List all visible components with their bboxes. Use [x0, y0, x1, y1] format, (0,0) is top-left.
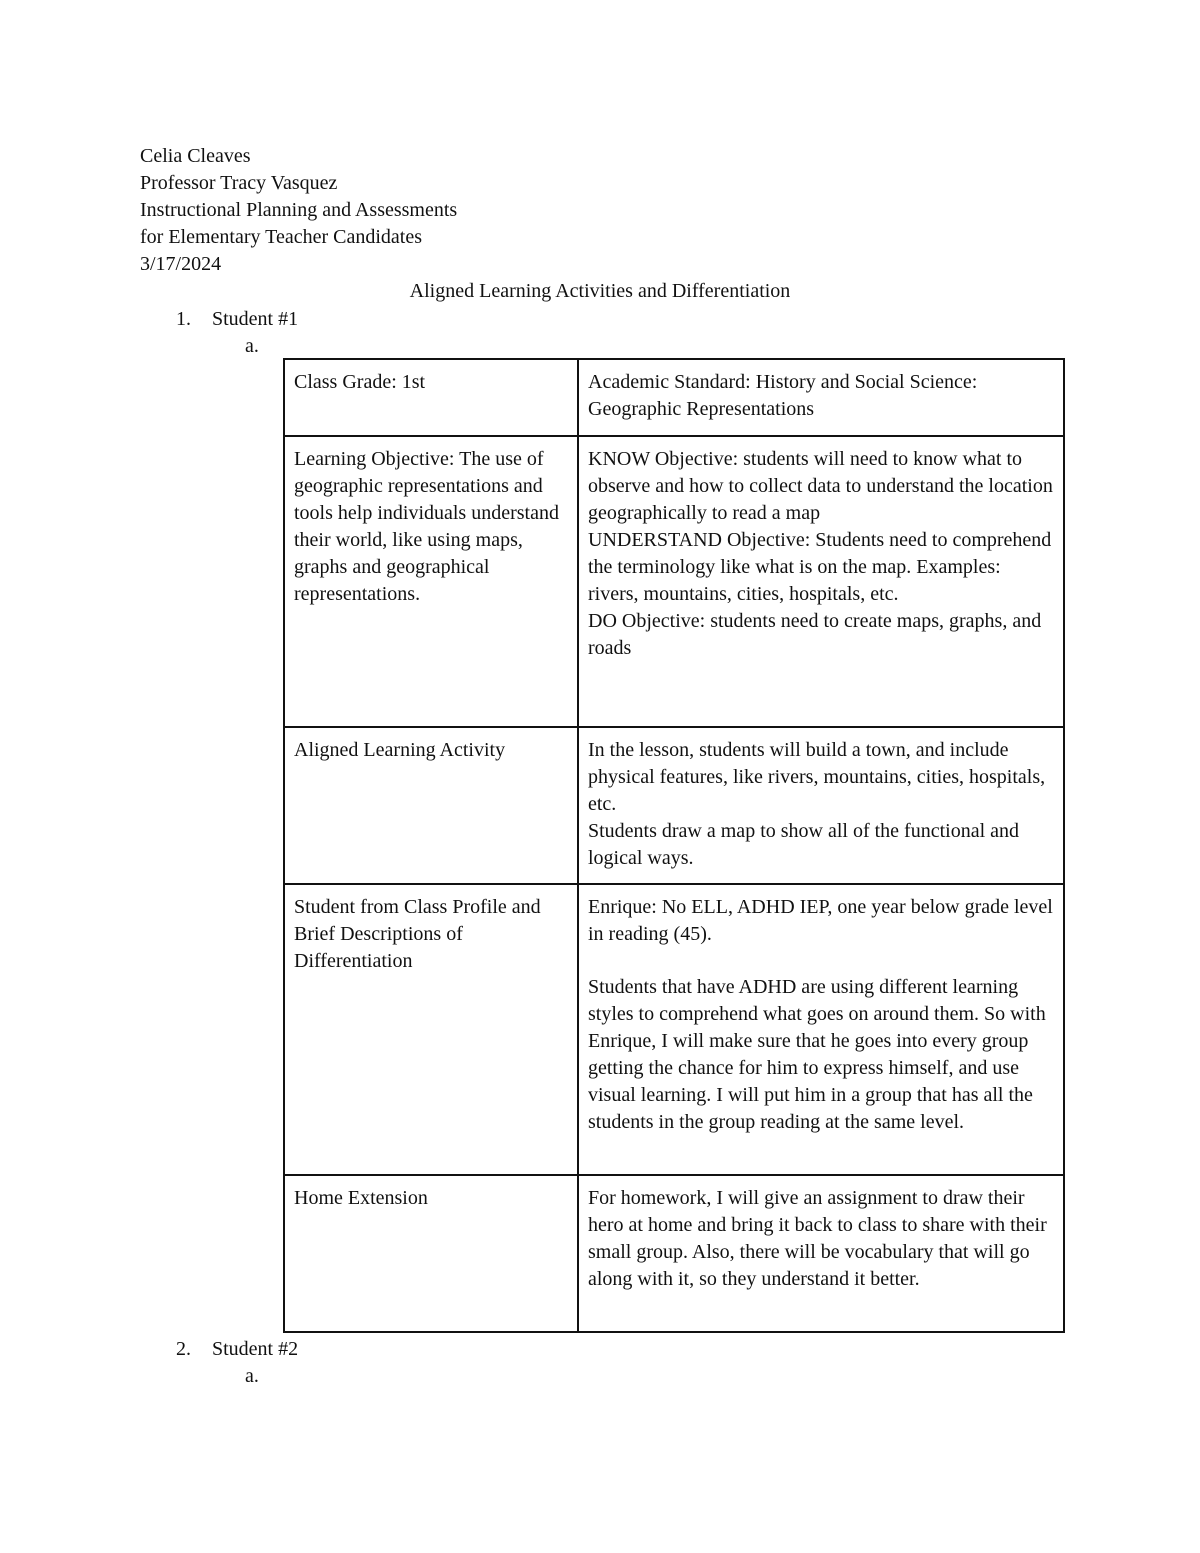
sublist-letter-a: a. — [245, 335, 259, 357]
aligned-activity-label-cell: Aligned Learning Activity — [284, 727, 578, 884]
class-grade-cell: Class Grade: 1st — [284, 359, 578, 436]
table-row — [284, 1175, 1064, 1332]
know-objective: KNOW Objective: students will need to know what to observe and how to collect data to understand the location geographically to read a map — [588, 448, 1058, 524]
table-row — [284, 727, 1064, 884]
list-item-student-2: Student #2 — [212, 1338, 299, 1360]
professor-name: Professor Tracy Vasquez — [140, 172, 338, 194]
home-extension-label-cell: Home Extension — [284, 1175, 578, 1332]
understand-objective: UNDERSTAND Objective: Students need to comprehend the terminology like what is on the map. Examples: rivers, mountains, cities, hospitals, etc. — [588, 529, 1057, 605]
list-number-2: 2. — [176, 1338, 191, 1360]
table-row — [284, 884, 1064, 1175]
document-date: 3/17/2024 — [140, 253, 222, 275]
lesson-plan-table — [283, 358, 1065, 1333]
aligned-activity-cell — [578, 727, 1064, 884]
activity-map-description: Students draw a map to show all of the functional and logical ways. — [588, 820, 1025, 869]
author-name: Celia Cleaves — [140, 145, 251, 167]
activity-description: In the lesson, students will build a town, and include physical features, like rivers, mountains, cities, hospitals, etc. — [588, 739, 1051, 815]
paragraph-gap — [588, 948, 1054, 974]
list-item-student-1: Student #1 — [212, 308, 299, 330]
differentiation-description: Students that have ADHD are using different learning styles to comprehend what goes on around them. So with Enrique, I will make sure that he goes into every group getting the chance for him to express himself, and use visual learning. I will put him in a group that has all the students in the group reading at the same level. — [588, 976, 1051, 1133]
course-title-line-1: Instructional Planning and Assessments — [140, 199, 458, 221]
home-extension-cell: For homework, I will give an assignment to draw their hero at home and bring it back to class to share with their small group. Also, there will be vocabulary that will go along with it, so they understand it better. — [578, 1175, 1064, 1332]
document-title: Aligned Learning Activities and Differentiation — [409, 280, 791, 302]
table-row — [284, 436, 1064, 727]
differentiation-cell — [578, 884, 1064, 1175]
list-number-1: 1. — [176, 308, 191, 330]
table-row — [284, 359, 1064, 436]
course-title-line-2: for Elementary Teacher Candidates — [140, 226, 422, 248]
objectives-cell — [578, 436, 1064, 727]
do-objective: DO Objective: students need to create maps, graphs, and roads — [588, 610, 1047, 659]
academic-standard-cell: Academic Standard: History and Social Science: Geographic Representations — [578, 359, 1064, 436]
learning-objective-cell: Learning Objective: The use of geographic representations and tools help individuals understand their world, like using maps, graphs and geographical representations. — [284, 436, 578, 727]
student-profile-summary: Enrique: No ELL, ADHD IEP, one year below grade level in reading (45). — [588, 896, 1058, 945]
sublist-letter-a-2: a. — [245, 1365, 259, 1387]
student-profile-label-cell: Student from Class Profile and Brief Descriptions of Differentiation — [284, 884, 578, 1175]
